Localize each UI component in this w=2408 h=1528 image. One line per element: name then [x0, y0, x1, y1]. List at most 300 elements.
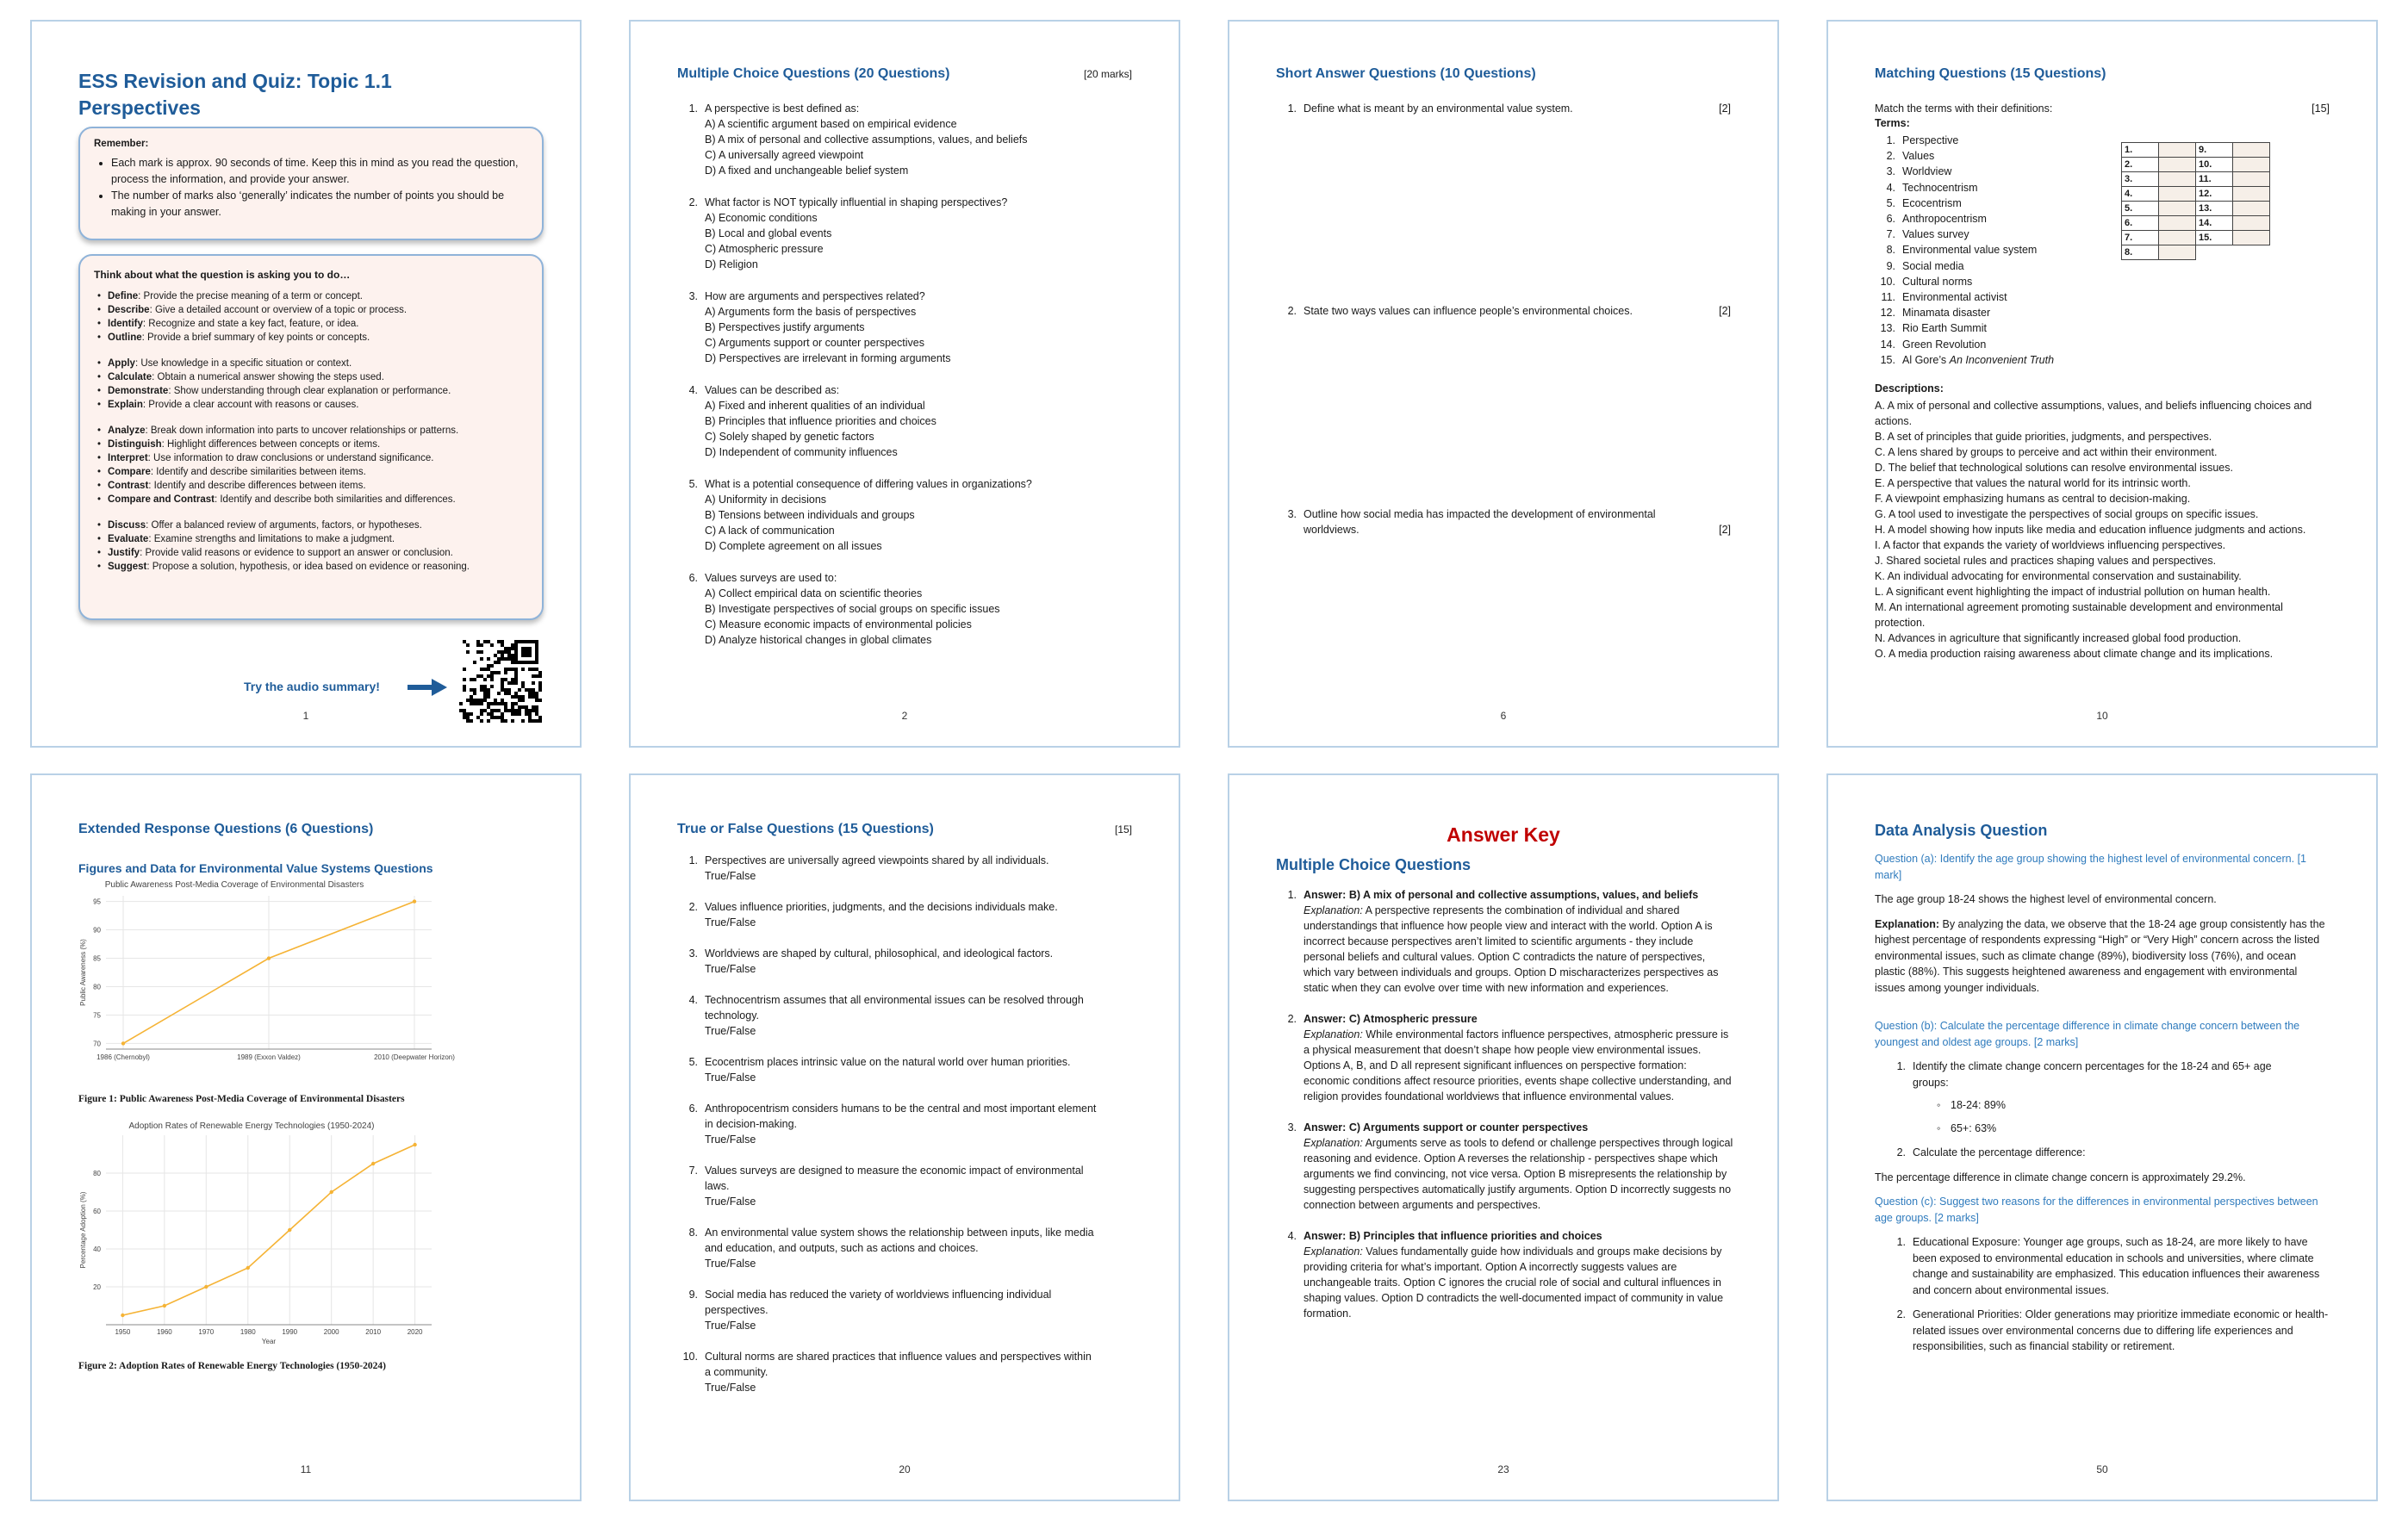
matching-answer-table [2121, 142, 2270, 260]
question-body [705, 1349, 1132, 1395]
table-cell: 8. [2122, 245, 2159, 260]
answer-cell[interactable] [2233, 231, 2270, 245]
command-term-group [94, 519, 528, 574]
answer-option: D) Analyze historical changes in global climates [705, 634, 932, 646]
data-point [267, 956, 271, 960]
answer-option: A) Collect empirical data on scientific theories [705, 587, 923, 599]
answer-cell[interactable] [2159, 187, 2196, 202]
question-text: Values surveys are used to: [705, 572, 837, 584]
question-text: Values can be described as: [705, 384, 840, 396]
answer-body [1304, 1011, 1734, 1104]
answer-option: D) Perspectives are irrelevant in forming arguments [705, 352, 951, 364]
description-item: F. A viewpoint emphasizing humans as central to decision-making. [1875, 493, 2191, 505]
answer-cell[interactable] [2233, 187, 2270, 202]
x-tick-label: 2010 [365, 1328, 382, 1336]
chart-title: Adoption Rates of Renewable Energy Technologies (1950-2024) [128, 1121, 375, 1131]
term-number: 2. [1886, 150, 1895, 163]
table-cell: 4. [2122, 187, 2159, 202]
answer-line: Answer: B) Principles that influence priorities and choices [1304, 1230, 1602, 1242]
explanation-a: Explanation: By analyzing the data, we observe that the 18-24 age group consistently has the highest percentage of respondents expressing “High” or “Very High” concern across the listed environmental issues, such as climate change (89%), biodiversity loss (76%), and ocean plastic (88%). This suggests heightened awareness and engagement with environmental issues among younger individuals. [1875, 917, 2325, 994]
x-tick-label: 1989 (Exxon Valdez) [237, 1053, 301, 1061]
mcq-list [677, 101, 1132, 664]
y-tick-label: 70 [93, 1040, 101, 1048]
question-c: Question (c): Suggest two reasons for the differences in environmental perspectives between age groups. [2 marks] [1875, 1196, 2318, 1224]
explanation: Explanation: Values fundamentally guide how individuals and groups make decisions by providing criteria for what’s important. Option A incorrectly suggests values are unchangeable traits. Option C ignores the crucial role of social and cultural influences in shaping values. Option D contradicts the well-documented impact of community in value formation. [1304, 1245, 1724, 1320]
term-number: 5. [1886, 196, 1895, 209]
command-term-group [94, 289, 528, 345]
description-item: D. The belief that technological solutions can resolve environmental issues. [1875, 462, 2233, 474]
true-false-question: 7. Values surveys are designed to measure the economic impact of environmental laws. True/False [677, 1163, 1132, 1209]
think-heading: Think about what the question is asking you to do… [94, 269, 351, 281]
section-heading: Data Analysis Question [1875, 822, 2048, 839]
answer-line: Answer: C) Atmospheric pressure [1304, 1013, 1478, 1025]
answer-item: 1. Answer: B) A mix of personal and collective assumptions, values, and beliefs Explanation: A perspective represents the combination of individual and shared understandings that influence how people view and interact with the world. Option A is incorrect because perspectives aren’t limited to scientific arguments - they include personal beliefs and cultural values. Option C contradicts the nature of perspectives, which vary between individuals and groups. Option D mischaracterizes perspectives as static when they can evolve over time with new information and experiences. [1276, 887, 1734, 996]
page-number: 1 [302, 710, 309, 722]
term-number: 10. [1880, 275, 1895, 288]
question-body [705, 195, 1132, 272]
term-number: 14. [1880, 338, 1895, 351]
descriptions-list [1875, 398, 2333, 662]
terms-label: Terms: [1875, 117, 1910, 129]
term-item [1875, 180, 2054, 196]
answer-option: B) Tensions between individuals and groups [705, 509, 915, 521]
y-tick-label: 75 [93, 1011, 101, 1020]
true-false-question: 3. Worldviews are shaped by cultural, philosophical, and ideological factors. True/False [677, 946, 1132, 977]
command-term: • Compare and Contrast: Identify and describe both similarities and differences. [94, 493, 528, 506]
step-1: 1. Identify the climate change concern percentages for the 18-24 and 65+ age groups: [1896, 1060, 2272, 1089]
question-body [705, 1287, 1132, 1333]
answer-option: A) Arguments form the basis of perspectives [705, 306, 917, 318]
question-text: Technocentrism assumes that all environmental issues can be resolved through technology. [705, 994, 1084, 1022]
explanation: Explanation: While environmental factors influence perspectives, atmospheric pressure is a physical measurement that doesn’t shape how people view environmental issues. Options A, B, and D all represent significant influences on perspective formation: economic conditions affect resource priorities, events shape collective understanding, and religion provides foundational worldviews that influence environmental values. [1304, 1028, 1732, 1103]
command-terms-list [94, 289, 528, 574]
question-text: Worldviews are shaped by cultural, philosophical, and ideological factors. [705, 947, 1054, 960]
description-item: H. A model showing how inputs like media and education influence judgments and actions. [1875, 524, 2306, 536]
term-number: 15. [1880, 353, 1895, 366]
true-false-question: 6. Anthropocentrism considers humans to be the central and most important element in decision-making. True/False [677, 1101, 1132, 1147]
answer-cell[interactable] [2159, 231, 2196, 245]
remember-list [94, 155, 528, 221]
reason-2: 2. Generational Priorities: Older generations may prioritize immediate economic or health-related issues over environmental concerns due to differing life experiences and responsibilities, such as financial stability or retirement. [1896, 1308, 2329, 1352]
x-axis-label: Year [261, 1338, 277, 1345]
x-tick-label: 2020 [407, 1328, 423, 1336]
command-term: • Identify: Recognize and state a key fact, feature, or idea. [94, 317, 528, 331]
page-6 [629, 773, 1180, 1501]
question-text: Perspectives are universally agreed viewpoints shared by all individuals. [705, 854, 1049, 866]
x-tick-label: 1950 [115, 1328, 131, 1336]
command-term: • Compare: Identify and describe similarities between items. [94, 465, 528, 479]
remember-heading: Remember: [94, 139, 149, 149]
answer-option: C) Measure economic impacts of environmental policies [705, 618, 972, 630]
description-item: N. Advances in agriculture that significantly increased global food production. [1875, 632, 2242, 644]
answer-key-list [1276, 887, 1734, 1337]
audio-summary-link[interactable]: Try the audio summary! [244, 680, 380, 693]
answer-option: B) Perspectives justify arguments [705, 321, 865, 333]
x-tick-label: 2010 (Deepwater Horizon) [374, 1053, 455, 1061]
term-item [1875, 320, 2054, 336]
table-cell: 11. [2196, 172, 2233, 187]
term-number: 7. [1886, 228, 1895, 241]
true-false-question: 2. Values influence priorities, judgments, and the decisions individuals make. True/False [677, 899, 1132, 930]
term-item [1875, 352, 2054, 368]
term-text: Anthropocentrism [1902, 213, 1987, 226]
value-2: ◦ 65+: 63% [1937, 1121, 1997, 1134]
true-false-answer: True/False [705, 1196, 756, 1208]
true-false-answer: True/False [705, 870, 756, 882]
page-number: 10 [2096, 710, 2108, 722]
page-title: ESS Revision and Quiz: Topic 1.1 Perspectives [78, 70, 392, 119]
table-row [2122, 158, 2270, 172]
section-heading: Short Answer Questions (10 Questions) [1276, 66, 1536, 81]
mcq-question: 2. What factor is NOT typically influential in shaping perspectives? A) Economic conditions B) Local and global events C) Atmospheric pressure D) Religion [677, 195, 1132, 272]
question-text: Social media has reduced the variety of worldviews influencing individual perspectives. [705, 1289, 1052, 1316]
question-text: Values surveys are designed to measure the economic impact of environmental laws. [705, 1165, 1084, 1192]
section-heading: True or False Questions (15 Questions) [677, 822, 934, 836]
answer-option: A) Fixed and inherent qualities of an individual [705, 400, 925, 412]
answer-a: The age group 18-24 shows the highest level of environmental concern. [1875, 893, 2217, 905]
table-cell: 14. [2196, 216, 2233, 231]
command-term: • Explain: Provide a clear account with reasons or causes. [94, 398, 528, 412]
answer-cell[interactable] [2233, 172, 2270, 187]
y-tick-label: 40 [93, 1245, 101, 1253]
true-false-question: 4. Technocentrism assumes that all environmental issues can be resolved through technology. True/False [677, 992, 1132, 1039]
question-body [705, 1225, 1132, 1271]
explanation: Explanation: A perspective represents the combination of individual and shared understandings that influence how people view and interact with the world. Option A is incorrect because perspectives aren’t limited to scientific arguments - they include personal beliefs and cultural values. Option C contradicts the nature of perspectives, which vary between individuals and groups. Option D mischaracterizes perspectives as static when they can evolve over time with new information and experiences. [1304, 904, 1719, 994]
answer-cell[interactable] [2159, 216, 2196, 231]
command-term-group [94, 357, 528, 412]
answer-option: C) Solely shaped by genetic factors [705, 431, 874, 443]
command-term: • Outline: Provide a brief summary of key points or concepts. [94, 331, 528, 345]
page-number: 2 [901, 710, 908, 722]
term-item [1875, 274, 2054, 289]
figure-1-caption: Figure 1: Public Awareness Post-Media Coverage of Environmental Disasters [78, 1094, 405, 1104]
term-item [1875, 164, 2054, 179]
data-point [413, 899, 416, 903]
term-item [1875, 289, 2054, 305]
marks-label: [15] [1114, 823, 1132, 835]
y-tick-label: 95 [93, 898, 101, 906]
answer-option: D) Religion [705, 258, 758, 270]
true-false-answer: True/False [705, 963, 756, 975]
term-text: Values [1902, 150, 1935, 163]
section-heading: Multiple Choice Questions [1276, 856, 1472, 873]
description-item: C. A lens shared by groups to perceive and act within their environment. [1875, 446, 2218, 458]
term-item [1875, 133, 2054, 148]
description-item: M. An international agreement promoting sustainable development and environmental protection. [1875, 601, 2283, 629]
page-number: 20 [899, 1463, 911, 1475]
term-text: Technocentrism [1902, 181, 1978, 194]
answer-body [1304, 1228, 1734, 1321]
table-row [2122, 172, 2270, 187]
term-text: Rio Earth Summit [1902, 322, 1987, 335]
term-text: Environmental value system [1902, 244, 2038, 257]
answer-option: D) Independent of community influences [705, 446, 898, 458]
answer-line: Answer: B) A mix of personal and collective assumptions, values, and beliefs [1304, 889, 1699, 901]
true-false-answer: True/False [705, 1258, 756, 1270]
table-row [2122, 216, 2270, 231]
answer-cell[interactable] [2159, 245, 2196, 260]
y-tick-label: 60 [93, 1208, 101, 1215]
answer-option: C) Atmospheric pressure [705, 243, 824, 255]
command-term: • Discuss: Offer a balanced review of arguments, factors, or hypotheses. [94, 519, 528, 532]
answer-cell[interactable] [2233, 158, 2270, 172]
question-text: An environmental value system shows the relationship between inputs, like media and education, and outputs, such as actions and choices. [705, 1227, 1094, 1254]
section-heading: Multiple Choice Questions (20 Questions) [677, 66, 950, 81]
term-number: 6. [1886, 213, 1895, 226]
command-term: • Define: Provide the precise meaning of a term or concept. [94, 289, 528, 303]
table-cell: 12. [2196, 187, 2233, 202]
term-item [1875, 258, 2054, 274]
answer-cell[interactable] [2233, 143, 2270, 158]
mcq-question: 5. What is a potential consequence of differing values in organizations? A) Uniformity in decisions B) Tensions between individuals and groups C) A lack of communication D) Complete agreement on all issues [677, 476, 1132, 554]
term-item [1875, 227, 2054, 242]
section-heading: Matching Questions (15 Questions) [1875, 66, 2106, 81]
chart-title: Public Awareness Post-Media Coverage of Environmental Disasters [104, 880, 364, 890]
y-tick-label: 90 [93, 926, 101, 935]
term-item [1875, 337, 2054, 352]
answer-option: B) Investigate perspectives of social groups on specific issues [705, 603, 1000, 615]
page-number: 50 [2096, 1463, 2108, 1475]
matching-intro: Match the terms with their definitions: [15] [1875, 102, 2330, 115]
table-row [2122, 231, 2270, 245]
series-line [122, 1145, 414, 1315]
true-false-question: 5. Ecocentrism places intrinsic value on the natural world over human priorities. True/False [677, 1054, 1132, 1085]
data-point [329, 1190, 333, 1194]
question-body [705, 946, 1132, 977]
question-body [705, 1101, 1132, 1147]
term-item [1875, 242, 2054, 258]
answer-body [1304, 1120, 1734, 1213]
true-false-question: 9. Social media has reduced the variety of worldviews influencing individual perspectives. True/False [677, 1287, 1132, 1333]
answer-item: 3. Answer: C) Arguments support or counter perspectives Explanation: Arguments serve as tools to defend or challenge perspectives through logical reasoning and evidence. Option A reverses the relationship - perspectives shape which arguments we find convincing, not vice versa. Option B misrepresents the relationship by suggesting perspectives automatically justify arguments. Option D incorrectly suggests no connection between arguments and perspectives. [1287, 1121, 1733, 1211]
result-b: The percentage difference in climate change concern is approximately 29.2%. [1875, 1171, 2246, 1183]
short-answer-2: 2. State two ways values can influence people’s environmental choices. [2] [1287, 305, 1731, 317]
description-item: O. A media production raising awareness about climate change and its implications. [1875, 648, 2274, 660]
answer-option: C) A lack of communication [705, 525, 835, 537]
command-term: • Interpret: Use information to draw conclusions or understand significance. [94, 451, 528, 465]
x-tick-label: 1960 [156, 1328, 172, 1336]
command-term: • Evaluate: Examine strengths and limitations to make a judgment. [94, 532, 528, 546]
term-text: Minamata disaster [1902, 307, 1991, 320]
arrow-right-icon [408, 679, 447, 696]
table-cell: 15. [2196, 231, 2233, 245]
command-term: • Apply: Use knowledge in a specific situation or context. [94, 357, 528, 370]
answer-cell[interactable] [2159, 158, 2196, 172]
term-item [1875, 196, 2054, 211]
answer-option: A) Economic conditions [705, 212, 818, 224]
term-text: Social media [1902, 259, 1964, 272]
table-cell: 1. [2122, 143, 2159, 158]
remember-item: • Each mark is approx. 90 seconds of time. Keep this in mind as you read the question, process the information, and provide your answer. [111, 155, 528, 188]
x-tick-label: 1990 [282, 1328, 298, 1336]
data-point [371, 1162, 375, 1165]
page-number: 11 [300, 1463, 312, 1475]
table-cell: 10. [2196, 158, 2233, 172]
marks-label: [20 marks] [1083, 68, 1132, 80]
page-2 [629, 20, 1180, 748]
table-row [2122, 202, 2270, 216]
short-answer-1: 1. Define what is meant by an environmental value system. [2] [1287, 102, 1731, 115]
answer-key-title: Answer Key [1447, 823, 1560, 846]
answer-option: D) A fixed and unchangeable belief system [705, 165, 909, 177]
question-text: What is a potential consequence of differing values in organizations? [705, 478, 1032, 490]
question-body [705, 1054, 1132, 1085]
short-answer-3: 3. Outline how social media has impacted the development of environmental worldviews. [2] [1287, 508, 1731, 536]
term-number: 8. [1886, 244, 1895, 257]
page-1 [30, 20, 582, 748]
data-point [246, 1266, 250, 1270]
command-term: • Describe: Give a detailed account or overview of a topic or process. [94, 303, 528, 317]
description-item: K. An individual advocating for environmental conservation and sustainability. [1875, 570, 2242, 582]
term-text: Environmental activist [1902, 291, 2007, 304]
page-number: 23 [1497, 1463, 1509, 1475]
term-number: 4. [1886, 181, 1895, 194]
term-item [1875, 305, 2054, 320]
question-text: How are arguments and perspectives related? [705, 290, 925, 302]
true-false-question: 8. An environmental value system shows the relationship between inputs, like media and education, and outputs, such as actions and choices. True/False [677, 1225, 1132, 1271]
command-term: • Calculate: Obtain a numerical answer showing the steps used. [94, 370, 528, 384]
section-heading: Extended Response Questions (6 Questions) [78, 822, 374, 836]
answer-cell[interactable] [2159, 172, 2196, 187]
true-false-answer: True/False [705, 1071, 756, 1084]
mcq-question: 3. How are arguments and perspectives related? A) Arguments form the basis of perspectives B) Perspectives justify arguments C) Arguments support or counter perspectives D) Perspectives are irrelevant in forming arguments [677, 289, 1132, 366]
term-number: 12. [1880, 307, 1895, 320]
true-false-answer: True/False [705, 1320, 756, 1332]
question-a: Question (a): Identify the age group showing the highest level of environmental concern. [1 mark] [1875, 853, 2306, 881]
term-text: Values survey [1902, 228, 1969, 241]
question-body [705, 101, 1132, 178]
question-text: Anthropocentrism considers humans to be the central and most important element in decision-making. [705, 1103, 1097, 1130]
table-cell: 2. [2122, 158, 2159, 172]
answer-item: 4. Answer: B) Principles that influence priorities and choices Explanation: Values fundamentally guide how individuals and groups make decisions by providing criteria for what’s important. Option A incorrectly suggests values are unchangeable traits. Option C ignores the crucial role of social and cultural influences in shaping values. Option D contradicts the well-documented impact of community in value formation. [1276, 1228, 1734, 1321]
y-tick-label: 20 [93, 1283, 101, 1291]
mcq-question: 6. Values surveys are used to: A) Collect empirical data on scientific theories B) Investigate perspectives of social groups on specific issues C) Measure economic impacts of environmental policies D) Analyze historical changes in global climates [677, 570, 1132, 648]
x-tick-label: 1980 [240, 1328, 256, 1336]
description-item: L. A significant event highlighting the impact of industrial pollution on human health. [1875, 586, 2271, 598]
table-cell: 6. [2122, 216, 2159, 231]
mcq-question: 4. Values can be described as: A) Fixed and inherent qualities of an individual B) Principles that influence priorities and choices C) Solely shaped by genetic factors D) Independent of community influences [677, 382, 1132, 460]
table-cell: 3. [2122, 172, 2159, 187]
command-terms-box [78, 254, 544, 620]
command-term: • Justify: Provide valid reasons or evidence to support an answer or conclusion. [94, 546, 528, 560]
true-false-question: 10. Cultural norms are shared practices that influence values and perspectives within a community. True/False [677, 1349, 1132, 1395]
term-number: 9. [1886, 259, 1895, 272]
description-item: A. A mix of personal and collective assumptions, values, and beliefs influencing choices and actions. [1875, 400, 2312, 427]
term-text: Ecocentrism [1902, 196, 1962, 209]
answer-cell[interactable] [2233, 202, 2270, 216]
answer-item: 2. Answer: C) Atmospheric pressure Explanation: While environmental factors influence perspectives, atmospheric pressure is a physical measurement that doesn’t shape how people view environmental issues. Options A, B, and D all represent significant influences on perspective formation: economic conditions affect resource priorities, events shape collective understanding, and religion provides foundational worldviews that influence environmental values. [1276, 1011, 1734, 1104]
x-tick-label: 2000 [323, 1328, 339, 1336]
y-axis-label: Percentage Adoption (%) [79, 1191, 87, 1269]
figures-subheading: Figures and Data for Environmental Value Systems Questions [78, 861, 433, 875]
table-cell: 13. [2196, 202, 2233, 216]
answer-line: Answer: C) Arguments support or counter perspectives [1304, 1121, 1589, 1134]
term-text: Worldview [1902, 165, 1952, 178]
reason-1: 1. Educational Exposure: Younger age groups, such as 18-24, are more likely to have been exposed to environmental education in schools and universities, where climate change and sustainability are emphasized. This education influences their awareness and concern about environmental issues. [1896, 1236, 2320, 1296]
answer-option: B) Local and global events [705, 227, 832, 239]
page-number: 6 [1500, 710, 1507, 722]
question-body [705, 476, 1132, 554]
answer-option: C) Arguments support or counter perspectives [705, 337, 924, 349]
answer-option: D) Complete agreement on all issues [705, 540, 882, 552]
true-false-question: 1. Perspectives are universally agreed viewpoints shared by all individuals. True/False [677, 853, 1132, 884]
descriptions-label: Descriptions: [1875, 382, 1944, 394]
data-analysis-body [1875, 851, 2330, 1355]
question-body [705, 899, 1132, 930]
term-number: 13. [1880, 322, 1895, 335]
table-row [2122, 187, 2270, 202]
command-term: • Analyze: Break down information into parts to uncover relationships or patterns. [94, 424, 528, 438]
true-false-answer: True/False [705, 1382, 756, 1394]
answer-cell[interactable] [2159, 202, 2196, 216]
question-text: A perspective is best defined as: [705, 102, 860, 115]
answer-cell[interactable] [2159, 143, 2196, 158]
question-text: Values influence priorities, judgments, and the decisions individuals make. [705, 901, 1058, 913]
data-point [413, 1143, 416, 1146]
table-row [2122, 143, 2270, 158]
true-false-list [677, 853, 1132, 1411]
answer-option: C) A universally agreed viewpoint [705, 149, 864, 161]
explanation: Explanation: Arguments serve as tools to defend or challenge perspectives through logical reasoning and evidence. Option A reverses the relationship - perspectives shape which arguments we find convincing, not vice versa. Option B misrepresents the relationship by suggesting perspectives automatically justify arguments. Option D incorrectly suggests no connection between arguments and perspectives. [1304, 1137, 1733, 1211]
question-body [705, 382, 1132, 460]
term-number: 1. [1886, 134, 1895, 146]
terms-list [1875, 133, 2054, 368]
question-b: Question (b): Calculate the percentage difference in climate change concern between the youngest and oldest age groups. [2 marks] [1875, 1020, 2300, 1048]
term-text: Cultural norms [1902, 275, 1973, 288]
page-8 [1826, 773, 2378, 1501]
answer-body [1304, 887, 1734, 996]
figure-2-caption: Figure 2: Adoption Rates of Renewable Energy Technologies (1950-2024) [78, 1361, 386, 1371]
y-tick-label: 85 [93, 954, 101, 963]
answer-option: B) Principles that influence priorities and choices [705, 415, 936, 427]
description-item: B. A set of principles that guide priorities, judgments, and perspectives. [1875, 431, 2212, 443]
term-item [1875, 148, 2054, 164]
term-item [1875, 211, 2054, 227]
x-tick-label: 1986 (Chernobyl) [96, 1053, 150, 1061]
table-cell: 9. [2196, 143, 2233, 158]
question-body [705, 1163, 1132, 1209]
answer-cell[interactable] [2233, 216, 2270, 231]
description-item: E. A perspective that values the natural world for its intrinsic worth. [1875, 477, 2191, 489]
y-tick-label: 80 [93, 1170, 101, 1177]
command-term: • Demonstrate: Show understanding through clear explanation or performance. [94, 384, 528, 398]
mcq-question: 1. A perspective is best defined as: A) A scientific argument based on empirical evidence B) A mix of personal and collective assumptions, values, and beliefs C) A universally agreed viewpoint D) A fixed and unchangeable belief system [677, 101, 1132, 178]
y-axis-label: Public Awareness (%) [79, 939, 87, 1006]
command-term: • Contrast: Identify and describe differences between items. [94, 479, 528, 493]
answer-option: B) A mix of personal and collective assumptions, values, and beliefs [705, 134, 1028, 146]
awareness-line-chart [78, 877, 455, 1077]
question-text: Cultural norms are shared practices that influence values and perspectives within a community. [705, 1351, 1092, 1378]
term-text: Al Gore’s An Inconvenient Truth [1902, 353, 2055, 366]
remember-box [78, 127, 544, 240]
answer-option: A) A scientific argument based on empirical evidence [705, 118, 957, 130]
term-text: Perspective [1902, 134, 1959, 146]
question-body [705, 570, 1132, 648]
true-false-answer: True/False [705, 1025, 756, 1037]
question-body [705, 853, 1132, 884]
table-cell: 5. [2122, 202, 2159, 216]
description-item: G. A tool used to investigate the perspectives of social groups on specific issues. [1875, 508, 2259, 520]
description-item: J. Shared societal rules and practices shaping values and perspectives. [1875, 555, 2217, 567]
command-term: • Suggest: Propose a solution, hypothesis, or idea based on evidence or reasoning. [94, 560, 528, 574]
true-false-answer: True/False [705, 1134, 756, 1146]
term-number: 11. [1881, 291, 1895, 304]
data-point [163, 1304, 166, 1307]
true-false-answer: True/False [705, 916, 756, 929]
term-number: 3. [1886, 165, 1895, 178]
term-text: Green Revolution [1902, 338, 1987, 351]
data-point [121, 1041, 125, 1045]
